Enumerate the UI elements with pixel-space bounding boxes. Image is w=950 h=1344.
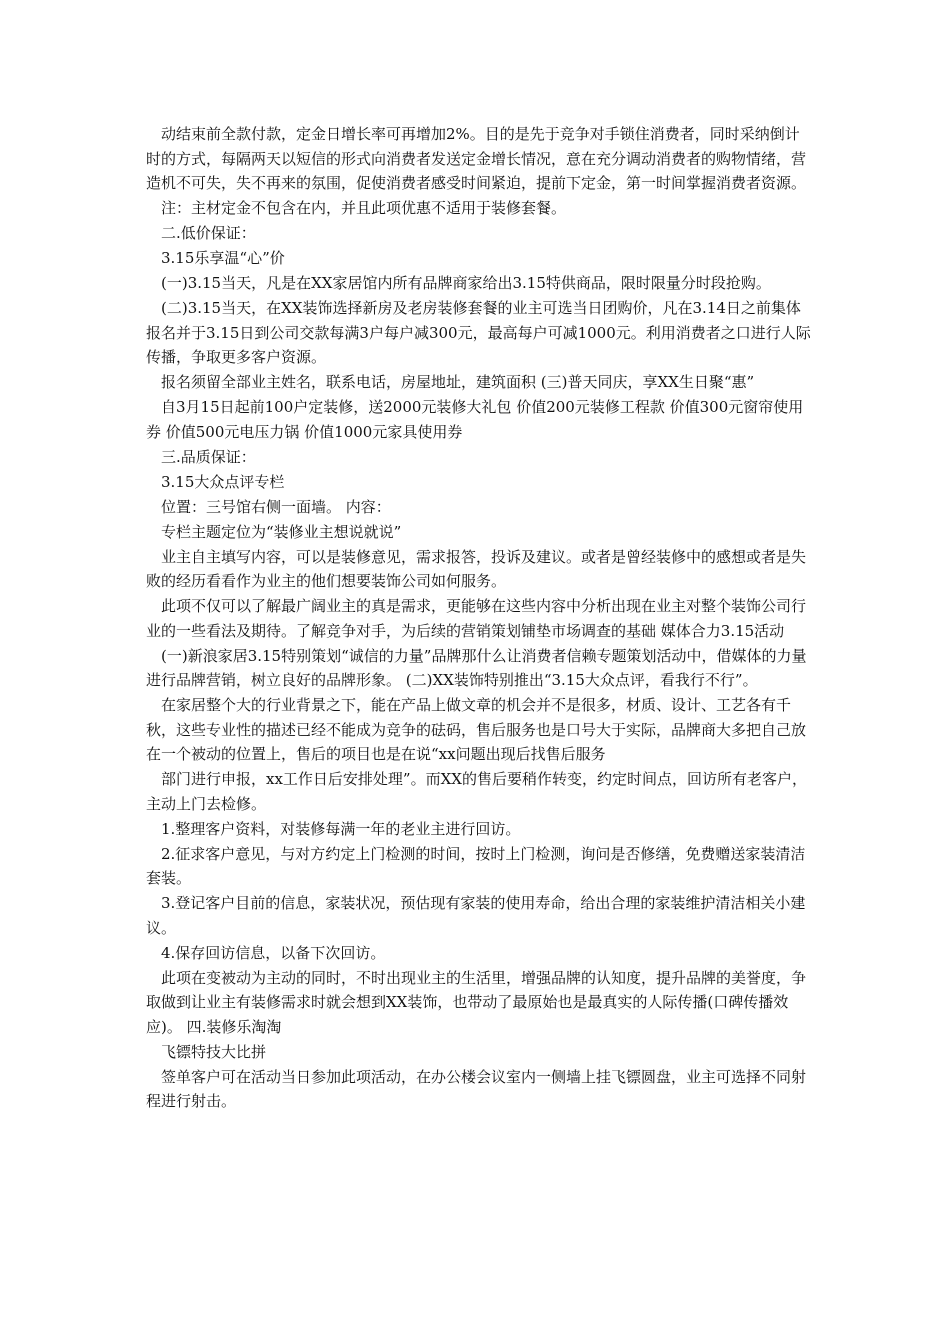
document-body [146, 122, 814, 1114]
paragraph: (一)3.15当天，凡是在XX家居馆内所有品牌商家给出3.15特供商品，限时限量分时段抢购。 [161, 274, 771, 292]
paragraph: 签单客户可在活动当日参加此项活动，在办公楼会议室内一侧墙上挂飞镖圆盘，业主可选择不同射程进行射击。 [146, 1067, 807, 1110]
paragraph: 部门进行申报，xx工作日后安排处理”。而XX的售后要稍作转变，约定时间点，回访所有老客户，主动上门去检修。 [146, 770, 807, 813]
list-item: 1.整理客户资料，对装修每满一年的老业主进行回访。 [161, 819, 521, 838]
paragraph: 此项在变被动为主动的同时，不时出现业主的生活里，增强品牌的认知度，提升品牌的美誉度，争取做到让业主有装修需求时就会想到XX装饰，也带动了最原始也是最真实的人际传播(口碑传播效应)。 四.装修乐淘淘 [146, 968, 807, 1036]
paragraph: 此项不仅可以了解最广阔业主的真是需求，更能够在这些内容中分析出现在业主对整个装饰公司行业的一些看法及期待。了解竞争对手，为后续的营销策划铺垫市场调查的基础 媒体合力3.15活动 [146, 597, 807, 640]
paragraph: (一)新浪家居3.15特别策划“诚信的力量”品牌那什么让消费者信赖专题策划活动中，借媒体的力量进行品牌营销，树立良好的品牌形象。 (二)XX装饰特别推出“3.15大众点评，看我行不行”。 [146, 646, 807, 689]
list-item: 3.登记客户目前的信息，家装状况，预估现有家装的使用寿命，给出合理的家装维护清洁相关小建议。 [146, 894, 806, 937]
paragraph: 自3月15日起前100户定装修，送2000元装修大礼包 价值200元装修工程款 价值300元窗帘使用券 价值500元电压力锅 价值1000元家具使用券 [146, 398, 804, 441]
paragraph: (二)3.15当天，在XX装饰选择新房及老房装修套餐的业主可选当日团购价，凡在3.14日之前集体报名并于3.15日到公司交款每满3户每户减300元，最高每户可减1000元。利用消费者之口进行人际传播，争取更多客户资源。 [146, 299, 811, 366]
list-item: 2.征求客户意见，与对方约定上门检测的时间，按时上门检测，询问是否修缮，免费赠送家装清洁套装。 [146, 844, 806, 887]
subsection-heading: 3.15乐享温“心”价 [161, 249, 285, 267]
list-item: 4.保存回访信息，以备下次回访。 [161, 943, 386, 962]
subsection-heading: 3.15大众点评专栏 [161, 472, 285, 491]
paragraph: 位置：三号馆右侧一面墙。 内容： [161, 497, 391, 516]
section-heading: 二.低价保证： [161, 224, 256, 242]
paragraph: 专栏主题定位为“装修业主想说就说” [161, 522, 402, 541]
paragraph: 业主自主填写内容，可以是装修意见，需求报答，投诉及建议。或者是曾经装修中的感想或者是失败的经历看看作为业主的他们想要装饰公司如何服务。 [146, 547, 807, 590]
paragraph: 在家居整个大的行业背景之下，能在产品上做文章的机会并不是很多，材质、设计、工艺各有千秋，这些专业性的描述已经不能成为竞争的砝码，售后服务也是口号大于实际，品牌商大多把自己放在一个被动的位置上，售后的项目也是在说“xx问题出现后找售后服务 [146, 696, 807, 763]
paragraph: 动结束前全款付款，定金日增长率可再增加2%。目的是先于竞争对手锁住消费者，同时采纳倒计时的方式，每隔两天以短信的形式向消费者发送定金增长情况，意在充分调动消费者的购物情绪，营造机不可失，失不再来的氛围，促使消费者感受时间紧迫，提前下定金，第一时间掌握消费者资源。 [146, 125, 807, 192]
paragraph: 注：主材定金不包含在内，并且此项优惠不适用于装修套餐。 [161, 199, 567, 217]
section-heading: 三.品质保证： [161, 447, 256, 466]
paragraph: 报名须留全部业主姓名，联系电话，房屋地址，建筑面积 (三)普天同庆，享XX生日聚“惠” [161, 373, 755, 391]
subsection-heading: 飞镖特技大比拼 [161, 1042, 267, 1061]
